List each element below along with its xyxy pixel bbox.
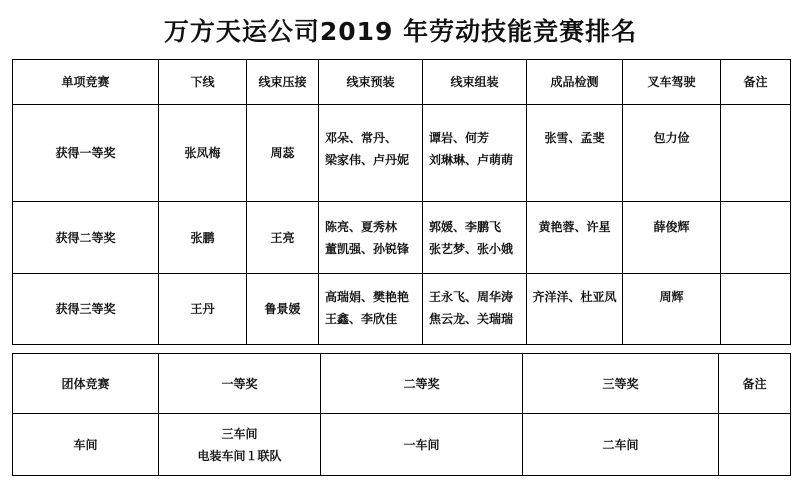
name-line: 焦云龙、关瑞瑞 (429, 312, 514, 326)
cell-second-prize: 一车间 (321, 414, 523, 476)
name-line: 张艺梦、张小娥 (429, 242, 514, 256)
header-cell: 一等奖 (159, 354, 321, 414)
cell-note (721, 105, 791, 202)
name-line: 邓朵、常丹、 (325, 131, 398, 145)
header-cell: 二等奖 (321, 354, 523, 414)
cell-note (721, 202, 791, 274)
name-line: 刘琳琳、卢萌萌 (429, 153, 514, 167)
cell-zuzhuang (423, 105, 527, 202)
cell-jiance: 黄艳蓉、许星 (527, 202, 623, 274)
table-row (13, 274, 791, 345)
name-line: 电装车间１联队 (197, 448, 282, 463)
cell-third-prize: 二车间 (523, 414, 719, 476)
name-line: 三车间 (221, 426, 258, 441)
cell-zuzhuang (423, 202, 527, 274)
name-line: 梁家伟、卢丹妮 (325, 153, 410, 167)
table-header-row (13, 354, 791, 414)
header-cell: 成品检测 (527, 60, 623, 105)
name-line: 王鑫、李欣佳 (325, 312, 398, 326)
header-cell: 团体竞赛 (13, 354, 159, 414)
header-cell: 备注 (719, 354, 791, 414)
cell-chache: 包力俭 (623, 105, 721, 202)
header-cell: 线束组装 (423, 60, 527, 105)
header-cell: 单项竞赛 (13, 60, 159, 105)
cell-yajie: 周蕊 (247, 105, 319, 202)
cell-yuzhuang (319, 105, 423, 202)
cell-yajie: 鲁景媛 (247, 274, 319, 345)
name-line: 陈亮、夏秀林 (325, 220, 398, 234)
cell-jiance: 张雪、孟斐 (527, 105, 623, 202)
name-line: 郭媛、李鹏飞 (429, 220, 502, 234)
cell-note (719, 414, 791, 476)
name-line: 谭岩、何芳 (429, 131, 490, 145)
header-cell: 三等奖 (523, 354, 719, 414)
cell-xiaxian: 张鹏 (159, 202, 247, 274)
cell-yajie: 王亮 (247, 202, 319, 274)
award-label: 获得三等奖 (13, 274, 159, 345)
header-cell: 线束预装 (319, 60, 423, 105)
table-row (13, 202, 791, 274)
cell-xiaxian: 王丹 (159, 274, 247, 345)
cell-note (721, 274, 791, 345)
header-cell: 线束压接 (247, 60, 319, 105)
page-title: 万方天运公司2019 年劳动技能竞赛排名 (163, 17, 638, 46)
cell-first-prize (159, 414, 321, 476)
header-cell: 备注 (721, 60, 791, 105)
cell-yuzhuang (319, 274, 423, 345)
team-ranking-table (12, 353, 791, 476)
header-cell: 下线 (159, 60, 247, 105)
cell-xiaxian: 张凤梅 (159, 105, 247, 202)
cell-chache: 周辉 (623, 274, 721, 345)
name-line: 王永飞、周华涛 (429, 290, 514, 304)
award-label: 获得二等奖 (13, 202, 159, 274)
header-cell: 叉车驾驶 (623, 60, 721, 105)
table-header-row (13, 60, 791, 105)
award-label: 获得一等奖 (13, 105, 159, 202)
cell-jiance: 齐洋洋、杜亚凤 (527, 274, 623, 345)
table-row (13, 105, 791, 202)
name-line: 董凯强、孙锐锋 (325, 242, 410, 256)
table-row (13, 414, 791, 476)
cell-chache: 薛俊辉 (623, 202, 721, 274)
cell-yuzhuang (319, 202, 423, 274)
individual-ranking-table (12, 59, 791, 345)
name-line: 高瑞娟、樊艳艳 (325, 290, 410, 304)
cell-zuzhuang (423, 274, 527, 345)
team-label: 车间 (13, 414, 159, 476)
